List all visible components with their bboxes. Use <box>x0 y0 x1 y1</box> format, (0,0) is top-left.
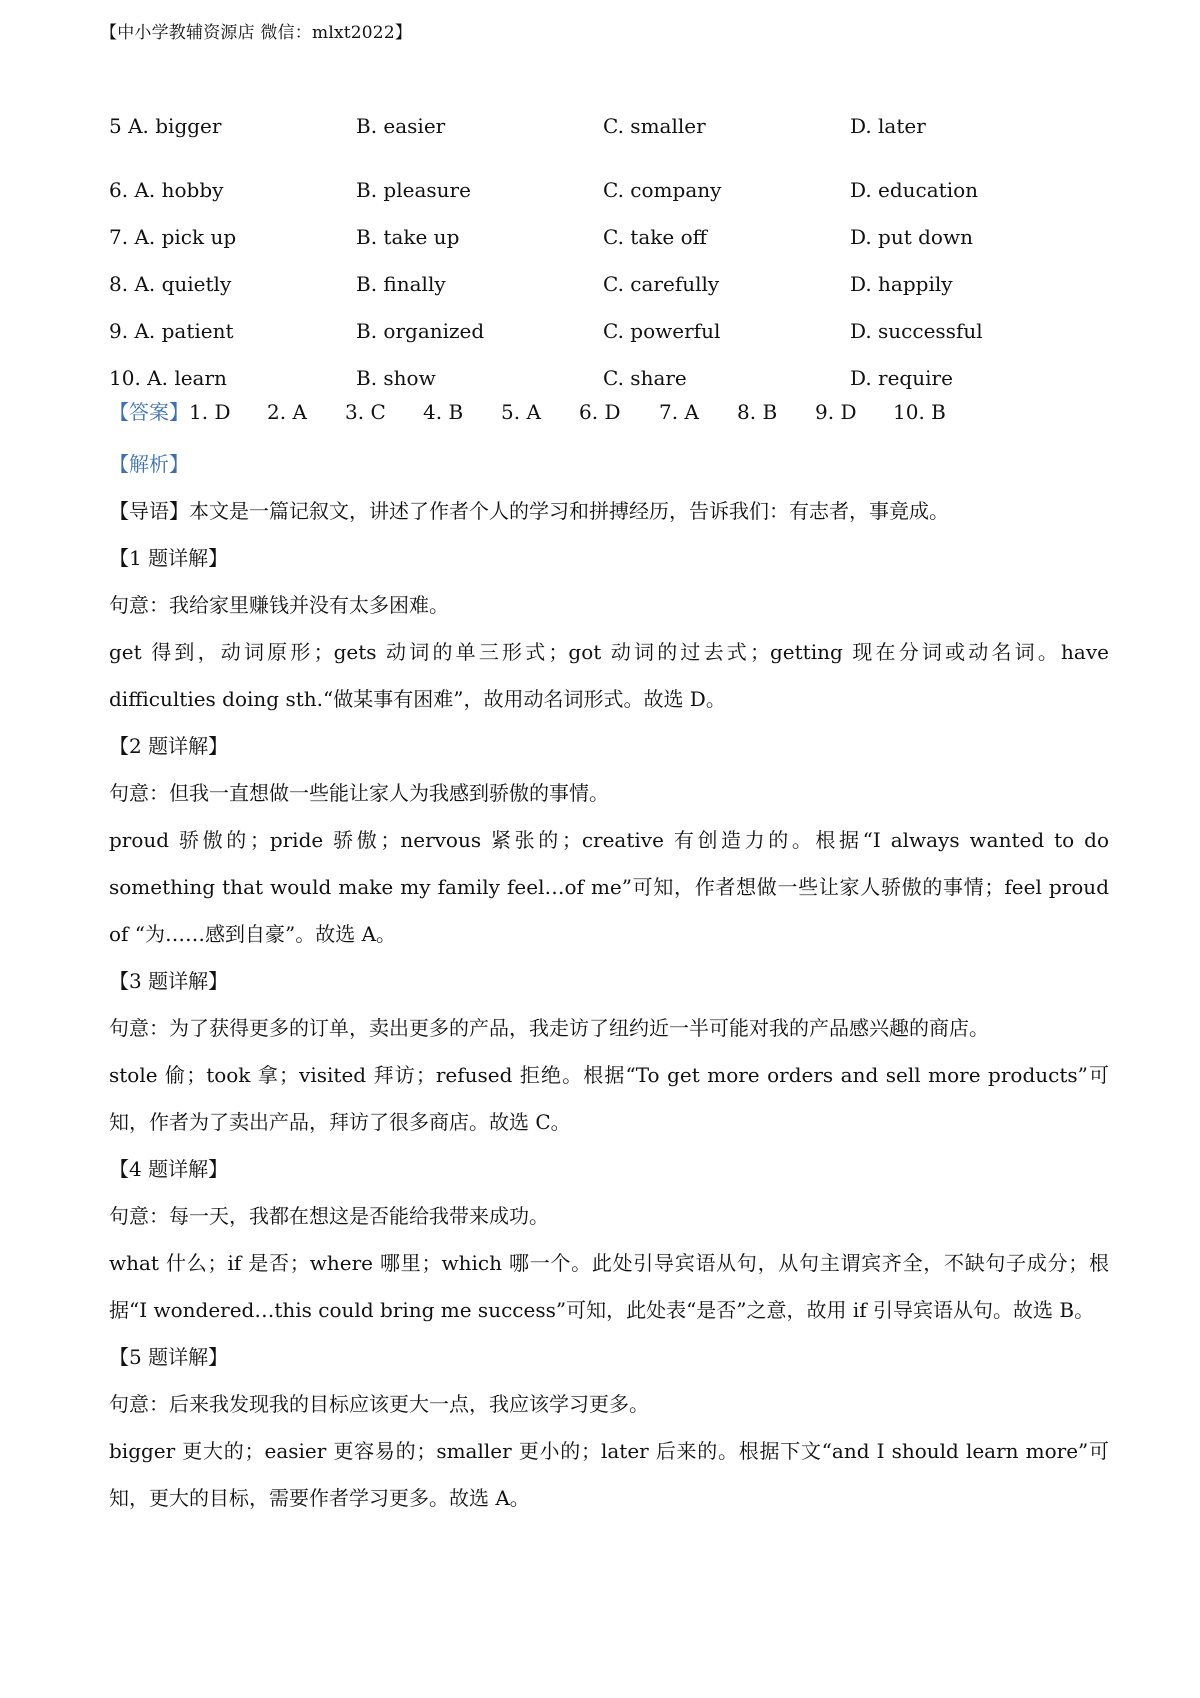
section-meaning: 句意：为了获得更多的订单，卖出更多的产品，我走访了纽约近一半可能对我的产品感兴趣的商店。 <box>109 1016 989 1040</box>
analysis-content <box>109 488 1109 1522</box>
option-c: C. take off <box>603 224 707 249</box>
section-explanation: stole 偷；took 拿；visited 拜访；refused 拒绝。根据“To get more orders and sell more products”可知，作者为了卖出产品，拜访了很多商店。故选 C。 <box>109 1063 1109 1134</box>
section-explanation: bigger 更大的；easier 更容易的；smaller 更小的；later 后来的。根据下文“and I should learn more”可知，更大的目标，需要作者学习更多。故选 A。 <box>109 1439 1109 1510</box>
options-block <box>109 102 1109 401</box>
option-c: C. powerful <box>603 318 721 343</box>
option-row <box>109 354 1109 401</box>
option-row <box>109 260 1109 307</box>
header-note: 【中小学教辅资源店 微信：mlxt2022】 <box>100 23 413 43</box>
option-d: D. happily <box>850 271 953 296</box>
option-a: 6. A. hobby <box>109 177 224 202</box>
answer-item: 5. A <box>501 400 541 424</box>
answer-item: 6. D <box>579 400 621 424</box>
section-title: 【1 题详解】 <box>109 546 229 570</box>
answer-item: 7. A <box>659 400 699 424</box>
section-title: 【4 题详解】 <box>109 1157 229 1181</box>
option-b: B. show <box>356 365 436 390</box>
answer-item: 8. B <box>737 400 778 424</box>
answer-tag: 【答案】 <box>109 400 189 424</box>
answer-item: 1. D <box>189 400 231 424</box>
option-d: D. require <box>850 365 953 390</box>
option-d: D. later <box>850 113 926 138</box>
answer-item: 9. D <box>815 400 857 424</box>
section-title: 【5 题详解】 <box>109 1345 229 1369</box>
option-a: 10. A. learn <box>109 365 227 390</box>
answer-item: 2. A <box>267 400 307 424</box>
option-row <box>109 307 1109 354</box>
option-c: C. carefully <box>603 271 720 296</box>
answer-item: 10. B <box>893 400 946 424</box>
section-title: 【2 题详解】 <box>109 734 229 758</box>
option-d: D. successful <box>850 318 983 343</box>
option-row <box>109 102 1109 149</box>
option-d: D. put down <box>850 224 973 249</box>
option-a: 7. A. pick up <box>109 224 237 249</box>
option-d: D. education <box>850 177 979 202</box>
option-b: B. take up <box>356 224 460 249</box>
answer-item: 3. C <box>345 400 386 424</box>
intro-paragraph: 【导语】本文是一篇记叙文，讲述了作者个人的学习和拼搏经历，告诉我们：有志者，事竟成。 <box>109 499 949 523</box>
option-b: B. organized <box>356 318 485 343</box>
option-c: C. smaller <box>603 113 706 138</box>
option-row <box>109 213 1109 260</box>
option-a: 9. A. patient <box>109 318 234 343</box>
section-meaning: 句意：我给家里赚钱并没有太多困难。 <box>109 593 449 617</box>
section-meaning: 句意：后来我发现我的目标应该更大一点，我应该学习更多。 <box>109 1392 649 1416</box>
option-b: B. pleasure <box>356 177 471 202</box>
option-c: C. share <box>603 365 687 390</box>
answer-key <box>109 396 946 425</box>
option-b: B. easier <box>356 113 446 138</box>
section-explanation: proud 骄傲的；pride 骄傲；nervous 紧张的；creative 有创造力的。根据“I always wanted to do something that would make my family feel…of me”可知，作者想做一些让家人骄傲的事情；feel proud of “为……感到自豪”。故选 A。 <box>109 828 1109 946</box>
option-b: B. finally <box>356 271 446 296</box>
option-a: 5 A. bigger <box>109 113 222 138</box>
analysis-tag: 【解析】 <box>109 452 189 476</box>
section-explanation: what 什么；if 是否；where 哪里；which 哪一个。此处引导宾语从句，从句主谓宾齐全，不缺句子成分；根据“I wondered…this could bring me success”可知，此处表“是否”之意，故用 if 引导宾语从句。故选 B。 <box>109 1251 1109 1322</box>
section-meaning: 句意：每一天，我都在想这是否能给我带来成功。 <box>109 1204 549 1228</box>
section-meaning: 句意：但我一直想做一些能让家人为我感到骄傲的事情。 <box>109 781 609 805</box>
answer-item: 4. B <box>423 400 464 424</box>
option-row <box>109 166 1109 213</box>
option-a: 8. A. quietly <box>109 271 232 296</box>
section-explanation: get 得到，动词原形；gets 动词的单三形式；got 动词的过去式；getting 现在分词或动名词。have difficulties doing sth.“做某事有困难”，故用动名词形式。故选 D。 <box>109 640 1109 711</box>
option-c: C. company <box>603 177 722 202</box>
section-title: 【3 题详解】 <box>109 969 229 993</box>
